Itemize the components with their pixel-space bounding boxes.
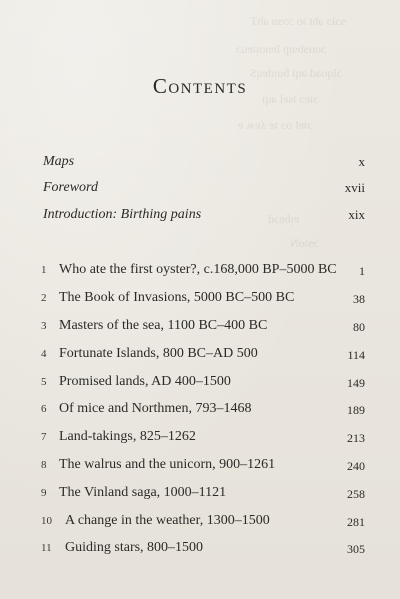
chapter-entry[interactable] xyxy=(41,401,365,421)
chapter-number: 7 xyxy=(41,431,47,443)
chapter-entry[interactable] xyxy=(41,374,365,394)
chapter-title: The Vinland saga, 1000–1121 xyxy=(59,485,227,500)
chapter-page-number: 149 xyxy=(347,376,365,390)
chapter-entry[interactable] xyxy=(41,513,365,533)
chapter-page-number: 1 xyxy=(359,264,365,278)
entry-title: Introduction: Birthing pains xyxy=(43,207,202,222)
chapter-number: 11 xyxy=(41,542,52,554)
chapter-title: Of mice and Northmen, 793–1468 xyxy=(59,401,252,416)
chapter-title: Land-takings, 825–1262 xyxy=(59,429,196,444)
chapter-number: 4 xyxy=(41,348,47,360)
chapter-number: 5 xyxy=(41,376,47,388)
chapter-title: Who ate the first oyster?, c.168,000 BP–5000 BC xyxy=(59,262,337,277)
chapter-number: 8 xyxy=(41,459,47,471)
chapter-page-number: 213 xyxy=(347,431,365,445)
entry-page-number: xvii xyxy=(344,180,365,195)
chapter-number: 2 xyxy=(41,292,47,304)
contents-heading: Contents xyxy=(152,74,248,98)
chapter-number: 1 xyxy=(41,264,47,276)
chapter-number: 3 xyxy=(41,320,47,332)
chapter-entry[interactable] xyxy=(41,290,365,310)
chapter-page-number: 189 xyxy=(347,403,365,417)
chapter-page-number: 305 xyxy=(347,542,365,556)
chapter-title: The Book of Invasions, 5000 BC–500 BC xyxy=(59,290,295,305)
chapter-title: Guiding stars, 800–1500 xyxy=(65,540,204,555)
chapter-number: 6 xyxy=(41,403,47,415)
chapter-page-number: 281 xyxy=(347,515,365,529)
show-through-text: ɘɔiɔ ǝht ʇo ɔɔɘn əhT ɔonɘbɘᴉp lɐnoᴉʇɐuɔ ɔlqoəd əɥʇ ɓuᴉdɐɥS ɔʇɐɔ ʇsɐl ǝɥʇ ɔʇɐl oɔ ʇɐ ʎɐʍ ɐ ɔɘʇoN ɐᴉɓɐɔd xyxy=(236,14,346,250)
chapter-title: The walrus and the unicorn, 900–1261 xyxy=(59,457,276,472)
chapter-page-number: 258 xyxy=(347,487,365,501)
chapter-number: 9 xyxy=(41,487,47,499)
chapter-entry[interactable] xyxy=(41,429,365,449)
chapter-title: Promised lands, AD 400–1500 xyxy=(59,374,231,389)
chapter-title: Fortunate Islands, 800 BC–AD 500 xyxy=(59,346,258,361)
chapter-title: A change in the weather, 1300–1500 xyxy=(65,513,270,528)
chapter-entry[interactable] xyxy=(41,262,365,282)
entry-page-number: x xyxy=(358,154,365,169)
chapter-entry[interactable] xyxy=(41,318,365,338)
chapter-entry[interactable] xyxy=(41,346,365,366)
entry-title: Maps xyxy=(43,154,75,169)
chapter-page-number: 240 xyxy=(347,459,365,473)
chapter-title: Masters of the sea, 1100 BC–400 BC xyxy=(59,318,268,333)
entry-title: Foreword xyxy=(43,180,98,195)
chapter-entry[interactable] xyxy=(41,485,365,505)
chapter-page-number: 114 xyxy=(347,348,365,362)
chapter-entry[interactable] xyxy=(41,457,365,477)
chapter-page-number: 80 xyxy=(353,320,365,334)
chapter-entry[interactable] xyxy=(41,540,365,560)
chapter-number: 10 xyxy=(41,515,52,527)
chapter-page-number: 38 xyxy=(353,292,365,306)
entry-page-number: xix xyxy=(348,207,365,222)
